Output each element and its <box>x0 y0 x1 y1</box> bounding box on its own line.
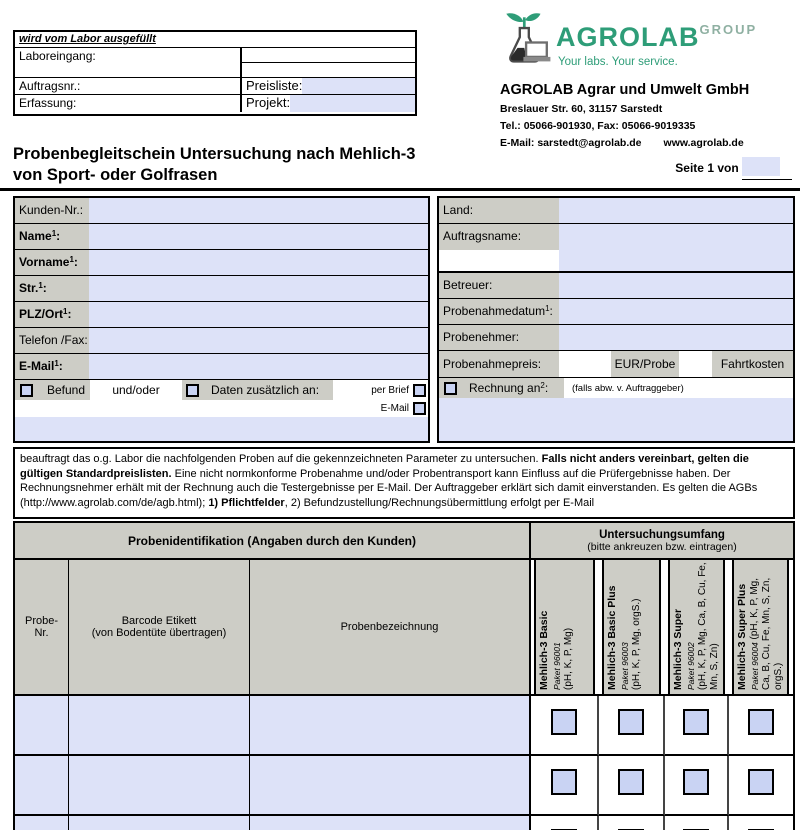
betreuer-input[interactable] <box>559 273 793 298</box>
rechnung-an-checkbox[interactable] <box>444 382 457 395</box>
title-divider <box>0 188 800 191</box>
kunden-nr-label: Kunden-Nr.: <box>15 198 89 223</box>
row2-probenbezeichnung-input[interactable] <box>250 756 531 816</box>
preisliste-label: Preisliste: <box>246 78 303 93</box>
row2-basic-plus-checkbox[interactable] <box>618 769 644 795</box>
page-number-line <box>500 157 796 180</box>
rechnung-an-label: Rechnung $an^2$: <box>469 381 549 395</box>
per-email-label: E-Mail <box>380 403 409 414</box>
daten-zusaetzlich-input[interactable] <box>15 417 428 441</box>
probenehmer-input[interactable] <box>559 325 793 350</box>
company-address: Breslauer Str. 60, 31157 Sarstedt <box>500 103 663 115</box>
row3-barcode-input[interactable] <box>69 816 250 830</box>
row2-probe-nr-input[interactable] <box>15 756 69 816</box>
laboreingang-label: Laboreingang: <box>15 48 240 78</box>
rechnung-an-input[interactable] <box>439 398 793 441</box>
kunden-nr-input[interactable] <box>89 198 428 223</box>
probenehmer-label: Probenehmer: <box>439 325 559 350</box>
befund-label: Befund <box>47 383 86 397</box>
col-header-probenbezeichnung: Probenbezeichnung <box>250 560 531 696</box>
legal-text: beauftragt das o.g. Labor die nachfolgenden Proben auf die gekennzeichneten Parameter zu untersuchen. Falls nicht anders vereinbart, gelten die gültigen Standardpreislisten. Eine nicht normkonforme Probenahme und/oder Probentransport kann Einfluss auf die Prüfergebnisse haben. Der Rechnungsnehmer erhält mit der Rechnung auch die Testergebnisse per E-Mail. Der Auftraggeber erklärt sich damit einverstanden. Es gelten die AGBs (http://www.agrolab.com/de/agb.html); 1) Pflichtfelder, 2) Befundzustellung/Rechnungsübermittlung erfolgt per E-Mail <box>13 447 795 519</box>
company-email: E-Mail: sarstedt@agrolab.de <box>500 137 642 149</box>
vorname-input[interactable] <box>89 250 428 275</box>
strasse-input[interactable] <box>89 276 428 301</box>
preisliste-input[interactable] <box>302 78 415 94</box>
auftragsname-label: Auftragsname: <box>439 224 559 250</box>
lab-use-only-box <box>13 30 417 116</box>
eur-probe-label: EUR/Probe <box>611 351 679 377</box>
brand-tagline: Your labs. Your service. <box>558 56 678 68</box>
brand-block <box>500 6 796 180</box>
laboreingang-field-2[interactable] <box>242 63 415 78</box>
row2-basic-checkbox[interactable] <box>551 769 577 795</box>
col-header-mehlich3-super: Mehlich-3 Super Paket 96002 (pH, K, P, Mg, Ca, B, Cu, Fe, Mn, S, Zn) <box>665 560 729 696</box>
laboreingang-field-1[interactable] <box>242 48 415 63</box>
row1-basic-plus-checkbox[interactable] <box>618 709 644 735</box>
probenahmepreis-label: Probenahmepreis: <box>439 351 559 377</box>
col-header-probe-nr: Probe- Nr. <box>15 560 69 696</box>
col-header-mehlich3-super-plus: Mehlich-3 Super Plus Paket 96004 (pH, K, P, Mg, Ca, B, Cu, Fe, Mn, S, Zn, orgS.) <box>729 560 793 696</box>
page-count-input[interactable] <box>742 157 780 176</box>
probenahmedatum-label: Probenahmedatum$^1$: <box>439 299 559 324</box>
row1-probe-nr-input[interactable] <box>15 696 69 756</box>
row2-super-plus-checkbox[interactable] <box>748 769 774 795</box>
page-label: Seite 1 von <box>675 161 739 175</box>
email-input[interactable] <box>89 354 428 379</box>
group-wordmark: GROUP <box>699 22 758 37</box>
projekt-label: Projekt: <box>246 95 291 110</box>
telefon-fax-label: Telefon /Fax: <box>15 328 89 353</box>
row3-probenbezeichnung-input[interactable] <box>250 816 531 830</box>
auftragsname-input[interactable] <box>559 224 793 271</box>
company-name: AGROLAB Agrar und Umwelt GmbH <box>500 82 750 98</box>
auftragsnr-label: Auftragsnr.: <box>15 78 240 95</box>
probenahmepreis-input[interactable] <box>559 351 611 377</box>
agrolab-logo-icon <box>500 8 554 68</box>
row1-basic-checkbox[interactable] <box>551 709 577 735</box>
per-brief-label: per Brief <box>371 384 409 396</box>
undoder-label: und/oder <box>112 383 160 397</box>
row1-super-checkbox[interactable] <box>683 709 709 735</box>
projekt-input[interactable] <box>290 95 415 112</box>
row1-super-plus-checkbox[interactable] <box>748 709 774 735</box>
row2-super-checkbox[interactable] <box>683 769 709 795</box>
row1-probenbezeichnung-input[interactable] <box>250 696 531 756</box>
erfassung-label: Erfassung: <box>19 96 77 110</box>
agrolab-wordmark: $AGROLAB^{GROUP}$ <box>556 22 758 52</box>
per-brief-checkbox[interactable] <box>413 384 426 397</box>
lab-box-header: wird vom Labor ausgefüllt <box>15 32 415 48</box>
company-email-web <box>500 137 796 149</box>
befund-checkbox[interactable] <box>20 384 33 397</box>
fahrtkosten-input[interactable] <box>679 351 712 377</box>
page-title: Probenbegleitschein Untersuchung nach Mehlich-3 von Sport- oder Golfrasen <box>13 145 416 184</box>
name-label: Name$^1$: <box>15 224 89 249</box>
name-input[interactable] <box>89 224 428 249</box>
untersuchungsumfang-header: Untersuchungsumfang (bitte ankreuzen bzw. eintragen) <box>531 523 793 560</box>
land-input[interactable] <box>559 198 793 223</box>
rechnung-an-note: (falls abw. v. Auftraggeber) <box>572 382 684 394</box>
row2-barcode-input[interactable] <box>69 756 250 816</box>
sample-table <box>13 521 795 830</box>
probenahmedatum-input[interactable] <box>559 299 793 324</box>
customer-form-block <box>13 196 430 443</box>
strasse-label: Str.$^1$: <box>15 276 89 301</box>
row3-probe-nr-input[interactable] <box>15 816 69 830</box>
betreuer-label: Betreuer: <box>439 273 559 298</box>
land-label: Land: <box>439 198 559 223</box>
row1-barcode-input[interactable] <box>69 696 250 756</box>
company-website: www.agrolab.de <box>663 137 744 149</box>
fahrtkosten-label: Fahrtkosten <box>712 351 793 377</box>
col-header-mehlich3-basic-plus: Mehlich-3 Basic Plus Paket 96003 (pH, K, P, Mg, orgS.) <box>599 560 665 696</box>
col-header-barcode: Barcode Etikett (von Bodentüte übertragen) <box>69 560 250 696</box>
order-form-block <box>437 196 795 443</box>
vorname-label: Vorname$^1$: <box>15 250 89 275</box>
company-phone-fax: Tel.: 05066-901930, Fax: 05066-9019335 <box>500 120 696 132</box>
telefon-fax-input[interactable] <box>89 328 428 353</box>
plz-ort-label: PLZ/Ort$^1$: <box>15 302 89 327</box>
email-label: E-Mail$^1$: <box>15 354 89 379</box>
per-email-checkbox[interactable] <box>413 402 426 415</box>
daten-zusaetzlich-checkbox[interactable] <box>186 384 199 397</box>
col-header-mehlich3-basic: Mehlich-3 Basic Paket 96001 (pH, K, P, Mg) <box>531 560 599 696</box>
daten-zusaetzlich-label: Daten zusätzlich an: <box>211 383 320 397</box>
plz-ort-input[interactable] <box>89 302 428 327</box>
probenidentifikation-header: Probenidentifikation (Angaben durch den Kunden) <box>15 523 531 560</box>
